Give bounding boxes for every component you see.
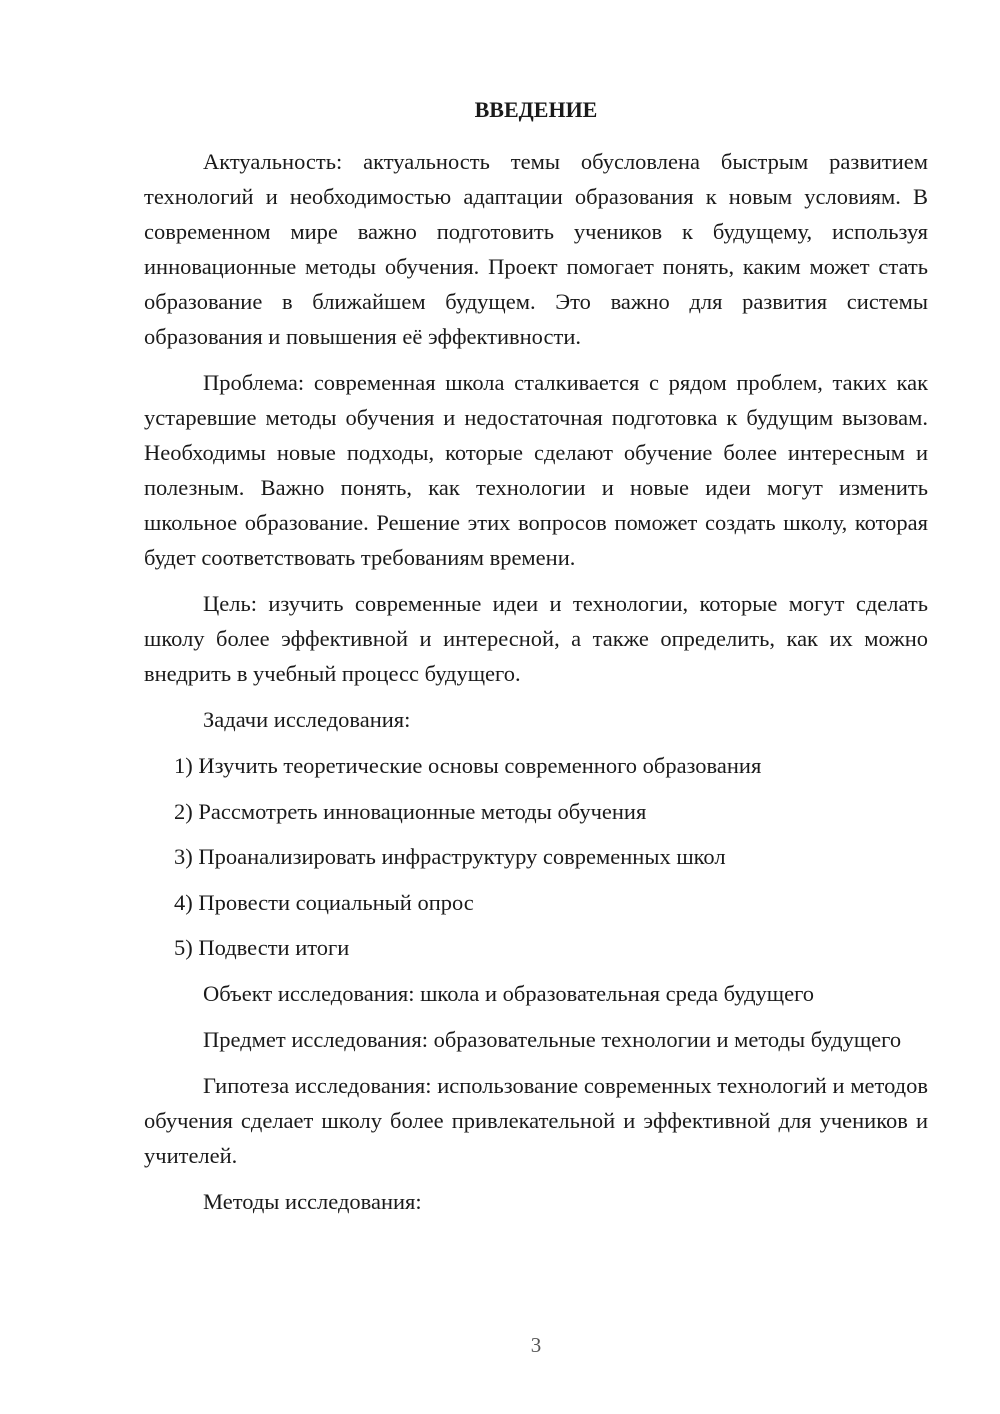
tasks-heading: Задачи исследования: (203, 707, 411, 732)
document-body (144, 95, 928, 1230)
methods-heading: Методы исследования: (203, 1188, 422, 1214)
task-item-4: 4) Провести социальный опрос (174, 889, 474, 915)
task-item-2: 2) Рассмотреть инновационные методы обучения (174, 798, 647, 824)
task-item-1: 1) Изучить теоретические основы современного образования (174, 753, 762, 778)
paragraph-hypothesis: Гипотеза исследования: использование современных технологий и методов обучения сделает школу более привлекательной и эффективной для учеников и учителей. (144, 1072, 928, 1168)
paragraph-problem: Проблема: современная школа сталкивается с рядом проблем, таких как устаревшие методы обучения и недостаточная подготовка к будущим вызовам. Необходимы новые подходы, которые сделают обучение более интересным и полезным. Важно понять, как технологии и новые идеи могут изменить школьное образование. Решение этих вопросов поможет создать школу, которая будет соответствовать требованиям времени. (144, 370, 928, 570)
paragraph-subject: Предмет исследования: образовательные технологии и методы будущего (203, 1026, 902, 1052)
page-number: 3 (530, 1333, 542, 1357)
paragraph-goal: Цель: изучить современные идеи и технологии, которые могут сделать школу более эффективной и интересной, а также определить, как их можно внедрить в учебный процесс будущего. (144, 591, 928, 686)
paragraph-object: Объект исследования: школа и образовательная среда будущего (203, 980, 814, 1006)
paragraph-relevance: Актуальность: актуальность темы обусловлена быстрым развитием технологий и необходимостью адаптации образования к новым условиям. В современном мире важно подготовить учеников к будущему, используя инновационные методы обучения. Проект помогает понять, каким может стать образование в ближайшем будущем. Это важно для развития системы образования и повышения её эффективности. (144, 149, 928, 349)
tasks-list (144, 748, 928, 965)
task-item-3: 3) Проанализировать инфраструктуру современных школ (174, 844, 726, 869)
page-title: ВВЕДЕНИЕ (474, 97, 598, 122)
task-item-5: 5) Подвести итоги (174, 935, 350, 960)
